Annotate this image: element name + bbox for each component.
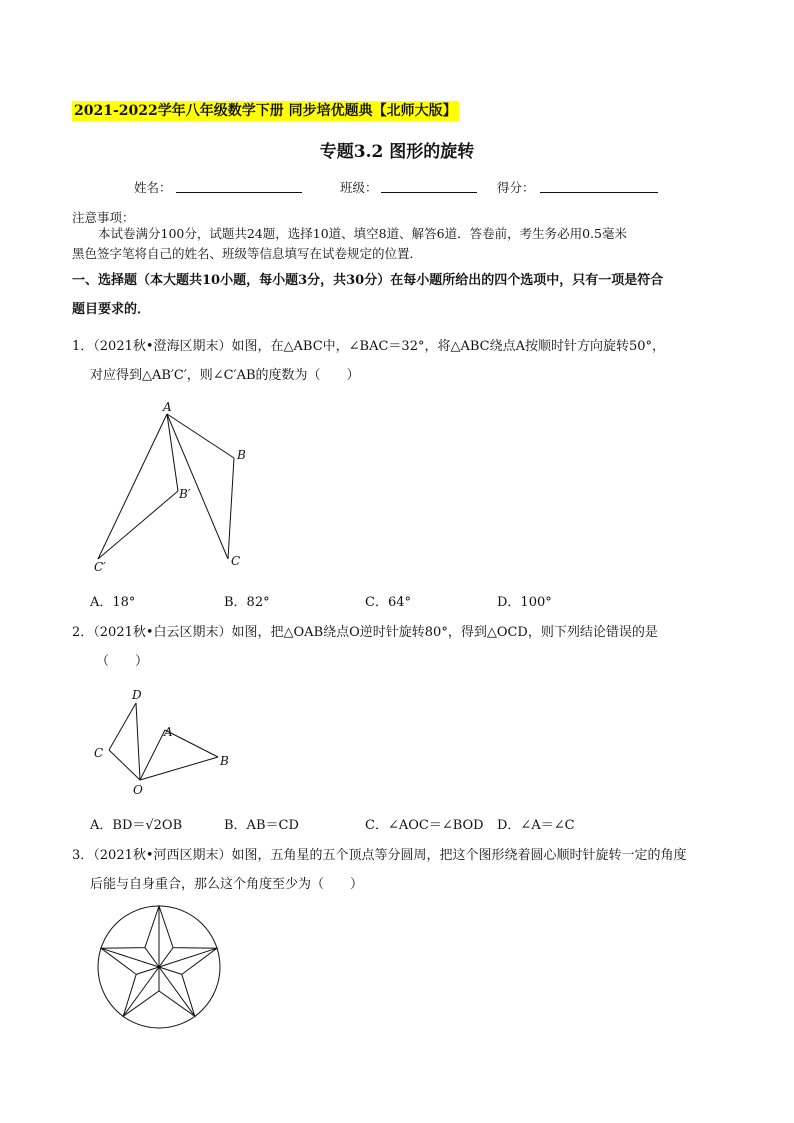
q2-rotation-figure <box>88 684 248 799</box>
q2-segment-dc <box>109 703 136 750</box>
q1-segment-ab-prime <box>167 414 178 491</box>
q2-label-o: O <box>133 783 143 797</box>
q2-option-b[interactable]: B．AB＝CD <box>224 818 299 833</box>
q2-line-2: （ ） <box>96 654 149 669</box>
page-title: 专题3.2 图形的旋转 <box>319 142 475 162</box>
q2-label-b: B <box>220 754 229 768</box>
q2-line-1: 2．（2021秋•白云区期末）如图，把△OAB绕点O逆时针旋转80°，得到△OCD，则下列结论错误的是 <box>72 625 658 640</box>
section-heading-line-2: 题目要求的． <box>72 302 151 317</box>
q2-option-d[interactable]: D．∠A＝∠C <box>497 818 575 833</box>
q1-segment-ac-prime <box>98 414 167 559</box>
section-heading-line-1: 一、选择题（本大题共10小题，每小题3分，共30分）在每小题所给出的四个选项中，只有一项是符合 <box>72 273 664 288</box>
q2-label-a: A <box>164 725 173 739</box>
q1-segment-b-prime-c-prime <box>98 491 178 559</box>
q1-option-d[interactable]: D．100° <box>497 595 552 610</box>
q2-segment-oa <box>140 730 165 780</box>
q3-line-1: 3．（2021秋•河西区期末）如图，五角星的五个顶点等分圆周，把这个图形绕着圆心顺时针旋转一定的角度 <box>72 848 687 863</box>
q1-segment-bc <box>228 458 234 559</box>
q3-line-2: 后能与自身重合，那么这个角度至少为（ ） <box>90 877 364 892</box>
q1-option-b[interactable]: B．82° <box>224 595 270 610</box>
notice-heading: 注意事项： <box>72 210 135 225</box>
q3-star-in-circle-figure <box>94 903 226 1031</box>
score-field[interactable] <box>540 192 658 193</box>
name-field[interactable] <box>176 192 302 193</box>
q1-option-a[interactable]: A．18° <box>90 595 136 610</box>
q2-segment-ob <box>140 757 218 780</box>
q2-segment-ab <box>165 730 218 757</box>
q1-line-2: 对应得到△AB′C′，则∠C′AB的度数为（ ） <box>90 368 360 383</box>
q1-label-b-prime: B′ <box>179 487 191 501</box>
q1-label-c-prime: C′ <box>94 560 106 574</box>
q2-segment-do <box>136 703 140 780</box>
q2-option-a[interactable]: A．BD＝√2OB <box>90 818 183 833</box>
class-field[interactable] <box>381 192 477 193</box>
q1-segment-ab <box>167 414 234 458</box>
header-banner: 2021-2022学年八年级数学下册 同步培优题典【北师大版】 <box>74 103 457 119</box>
q2-segment-co <box>109 750 140 780</box>
class-label: 班级： <box>340 180 378 195</box>
q2-label-c: C <box>94 746 104 760</box>
q2-option-c[interactable]: C．∠AOC＝∠BOD <box>365 818 484 833</box>
q1-label-b: B <box>237 448 246 462</box>
q1-rotation-figure <box>80 395 280 580</box>
notice-line-2: 黑色签字笔将自己的姓名、班级等信息填写在试卷规定的位置． <box>72 246 423 261</box>
name-label: 姓名： <box>134 180 172 195</box>
score-label: 得分： <box>497 180 535 195</box>
q1-segment-ac <box>167 414 228 559</box>
q1-label-a: A <box>163 400 172 414</box>
q1-label-c: C <box>231 554 241 568</box>
q2-label-d: D <box>132 688 142 702</box>
q1-line-1: 1．（2021秋•澄海区期末）如图，在△ABC中，∠BAC＝32°，将△ABC绕点A按顺时针方向旋转50°， <box>72 339 666 354</box>
notice-line-1: 本试卷满分100分，试题共24题，选择10道、填空8道、解答6道．答卷前，考生务必用0.5毫米 <box>98 226 627 241</box>
q1-option-c[interactable]: C．64° <box>365 595 411 610</box>
